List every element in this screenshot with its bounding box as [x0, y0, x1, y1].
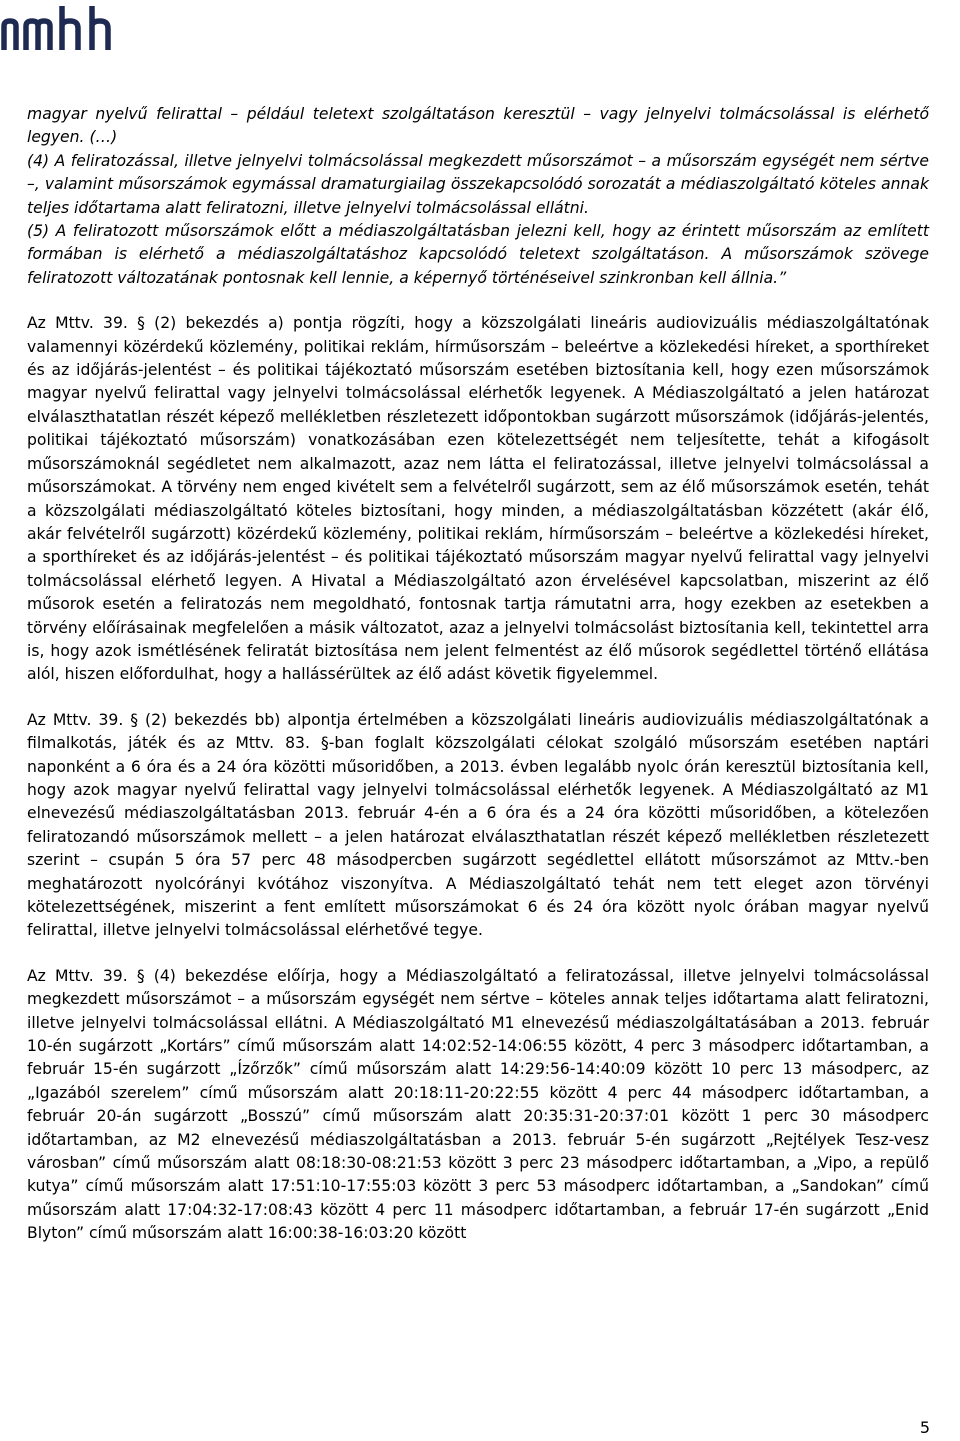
- nmhh-logo: [0, 0, 124, 56]
- quote-line: magyar nyelvű felirattal – például teletext szolgáltatáson keresztül – vagy jelnyelvi tolmácsolással is elérhető legyen. (…): [27, 105, 929, 147]
- quote-line: (5) A feliratozott műsorszámok előtt a médiaszolgáltatásban jelezni kell, hogy az érintett műsorszám az említett formában is elérhető a médiaszolgáltatáshoz kapcsolódó teletext szolgáltatáson. A műsorszámok szövege feliratozott változatának pontosnak kell lennie, a képernyő történéseivel szinkronban kell állnia.”: [27, 222, 929, 287]
- paragraph: Az Mttv. 39. § (4) bekezdése előírja, hogy a Médiaszolgáltató a feliratozással, illetve jelnyelvi tolmácsolással megkezdett műsorszámot – a műsorszám egységét nem sértve – köteles annak teljes időtartama alatt feliratozni, illetve jelnyelvi tolmácsolással ellátni. A Médiaszolgáltató M1 elnevezésű médiaszolgáltatásában a 2013. február 10-én sugárzott „Kortárs” című műsorszám alatt 14:02:52-14:06:55 között, 4 perc 3 másodperc időtartamban, a február 15-én sugárzott „Ízőrzők” című műsorszám alatt 14:29:56-14:40:09 között 10 perc 13 másodperc, az „Igazából szerelem” című műsorszám alatt 20:18:11-20:22:55 között 4 perc 44 másodperc időtartamban, a február 20-án sugárzott „Bosszú” című műsorszám alatt 20:35:31-20:37:01 között 1 perc 30 másodperc időtartamban, az M2 elnevezésű médiaszolgáltatásban a 2013. február 5-én sugárzott „Rejtélyek Tesz-vesz városban” című műsorszám alatt 08:18:30-08:21:53 között 3 perc 23 másodperc időtartamban, a „Vipo, a repülő kutya” című műsorszám alatt 17:51:10-17:55:03 között 3 perc 53 másodperc időtartamban, a „Sandokan” című műsorszám alatt 17:04:32-17:08:43 között 4 perc 11 másodperc időtartamban, a február 17-én sugárzott „Enid Blyton” című műsorszám alatt 16:00:38-16:03:20 között: [27, 966, 929, 1243]
- paragraph: Az Mttv. 39. § (2) bekezdés bb) alpontja értelmében a közszolgálati lineáris audiovizuális médiaszolgáltatónak a filmalkotás, játék és az Mttv. 83. §-ban foglalt közszolgálati célokat szolgáló műsorszám esetében naptári naponként a 6 óra és a 24 óra közötti műsoridőben, a 2013. évben legalább nyolc órán keresztül biztosítania kell, hogy azok magyar nyelvű felirattal vagy jelnyelvi tolmácsolással elérhetők legyenek. A Médiaszolgáltató az M1 elnevezésű médiaszolgáltatásban 2013. február 4-én a 6 óra és a 24 óra közötti műsoridőben, a kötelezően feliratozandó műsorszámok mellett – a jelen határozat elválaszthatatlan részét képező mellékletben részletezett szerint – csupán 5 óra 57 perc 48 másodpercben sugárzott segédlettel ellátott műsorszámot az Mttv.-ben meghatározott nyolcórányi kvótához viszonyítva. A Médiaszolgáltató tehát nem tett eleget azon törvényi kötelezettségének, miszerint a fent említett műsorszámokat 6 és 24 óra között nyolc órában magyar nyelvű felirattal, illetve jelnyelvi tolmácsolással elérhetővé tegye.: [27, 710, 929, 940]
- paragraph: Az Mttv. 39. § (2) bekezdés a) pontja rögzíti, hogy a közszolgálati lineáris audiovizuális médiaszolgáltatónak valamennyi közérdekű közlemény, politikai reklám, hírműsorszám – beleértve a közlekedési híreket, a sporthíreket és az időjárás-jelentést – és politikai tájékoztató műsorszám esetében biztosítania kell, hogy ezen műsorszámok magyar nyelvű felirattal vagy jelnyelvi tolmácsolással elérhetők legyenek. A Médiaszolgáltató a jelen határozat elválaszthatatlan részét képező mellékletben részletezett időpontokban sugárzott műsorszámok (időjárás-jelentés, politikai tájékoztató műsorszám) vonatkozásában ezen kötelezettségét nem teljesítette, tehát a kifogásolt műsorszámoknál segédletet nem alkalmazott, azaz nem látta el feliratozással, illetve jelnyelvi tolmácsolással a műsorszámokat. A törvény nem enged kivételt sem a felvételről sugárzott, sem az élő műsorszámok esetén, tehát a közszolgálati médiaszolgáltató köteles biztosítani, hogy minden, a médiaszolgáltatásban közzétett (akár élő, akár felvételről sugárzott) közérdekű közlemény, politikai reklám, hírműsorszám – beleértve a közlekedési híreket, a sporthíreket és az időjárás-jelentést – és politikai tájékoztató műsorszám magyar nyelvű felirattal vagy jelnyelvi tolmácsolással elérhető legyen. A Hivatal a Médiaszolgáltató azon érvelésével kapcsolatban, miszerint az élő műsorok esetén a feliratozás nem megoldható, fontosnak tartja rámutatni arra, hogy ezekben az esetekben a törvény előírásainak megfelelően a másik változatot, azaz a jelnyelvi tolmácsolást biztosítania kell, tekintettel arra is, hogy azok ismétlésének feliratát biztosítása nem jelent felmentést az élő műsorok segédlettel történő ellátása alól, hiszen előfordulhat, hogy a hallássérültek az élő adást követik figyelemmel.: [27, 314, 929, 684]
- document-body: [27, 103, 929, 1246]
- quoted-law-text: [27, 103, 929, 290]
- page-number: 5: [919, 1418, 930, 1437]
- quote-line: (4) A feliratozással, illetve jelnyelvi tolmácsolással megkezdett műsorszámot – a műsorszám egységét nem sértve –, valamint műsorszámok egymással dramaturgiailag összekapcsolódó sorozatát a médiaszolgáltató köteles annak teljes időtartama alatt feliratozni, illetve jelnyelvi tolmácsolással ellátni.: [27, 151, 929, 217]
